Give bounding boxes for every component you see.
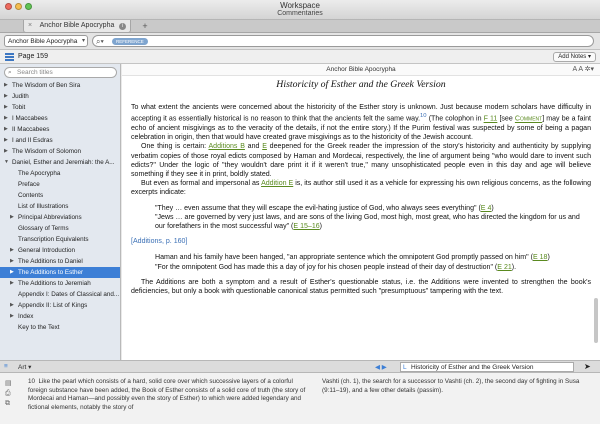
page-bar: [0, 50, 600, 64]
text: "For the omnipotent God has made this a day of joy for his chosen people instead of their day of destruction" (: [155, 263, 498, 271]
text: (The colophon in: [426, 115, 484, 123]
search-titles-input[interactable]: [4, 67, 117, 78]
sidebar-item[interactable]: [0, 146, 120, 157]
scrollbar-thumb[interactable]: [594, 298, 598, 343]
disclosure-open-icon[interactable]: ▼: [4, 159, 9, 165]
text: "Jews … are governed by very just laws, and are sons of the living God, most high, most great, who has directed the kingdom for us and our forefathers in the most successful way" (: [155, 213, 580, 230]
sidebar-item[interactable]: [0, 80, 120, 91]
text: ] may be a faint echo of ancient misgivings as to the veracity of the details, if not the entire story.) If the Purim festival was suspected by some of being a pagan celebration in origin, then that would have created grave misgivings as to the historicity of the Jewish account.: [131, 115, 591, 142]
list-view-icon[interactable]: [5, 53, 14, 61]
reference-link[interactable]: E: [262, 143, 267, 151]
comment-link[interactable]: Comment: [514, 115, 543, 123]
sidebar-item-label: Index: [18, 313, 34, 320]
reference-link[interactable]: F 11: [483, 115, 498, 123]
footnote-panel: [0, 373, 600, 424]
sidebar-item[interactable]: [0, 223, 120, 234]
reference-link[interactable]: E 4: [480, 204, 492, 212]
sidebar-item-label: I Maccabees: [12, 115, 48, 122]
sidebar-item-label: Contents: [18, 192, 44, 199]
footnote-text-column-2: Vashti (ch. 1), the search for a successor to Vashti (ch. 2), the second day of fighting in Susa (9:11–19), and a few other details (passim).: [322, 378, 580, 394]
format-icon[interactable]: ≡: [4, 363, 8, 370]
disclosure-icon[interactable]: ▶: [4, 137, 8, 143]
sidebar-item[interactable]: [0, 102, 120, 113]
scrollbar[interactable]: [594, 78, 599, 360]
sidebar-item[interactable]: [0, 289, 120, 300]
article-pane: [122, 64, 600, 360]
text: "They … even assume that they will escape the evil-hating justice of God, who always sees everything" (: [155, 204, 481, 212]
footnote-text-column-1: [28, 378, 312, 412]
sidebar-item-label: The Additions to Daniel: [18, 258, 83, 265]
resource-select[interactable]: [4, 35, 88, 47]
sidebar-item-label: Daniel, Esther and Jeremiah: the A...: [12, 159, 115, 166]
sidebar-item[interactable]: [0, 124, 120, 135]
text: is, its author still used it as a vehicle for expressing his own religious concerns, as the following excerpts indicate:: [131, 180, 591, 197]
disclosure-icon[interactable]: ▶: [10, 214, 14, 220]
sidebar-item[interactable]: [0, 201, 120, 212]
panel-splitter-bar: [0, 360, 600, 373]
toc-list: [0, 80, 120, 333]
history-nav[interactable]: ◀ ▶: [375, 364, 387, 371]
print-icon[interactable]: ⎙: [5, 390, 11, 397]
sidebar-item-label: The Additions to Esther: [18, 269, 84, 276]
reference-input[interactable]: [92, 35, 594, 47]
sidebar-item-label: Preface: [18, 181, 40, 188]
page-reference: [Additions, p. 160]: [131, 238, 188, 246]
pointer-icon: ➤: [584, 362, 591, 371]
reference-link[interactable]: E 18: [532, 254, 548, 262]
paragraph: [131, 142, 591, 179]
quote: [155, 204, 583, 213]
location-breadcrumb[interactable]: [400, 362, 574, 372]
sidebar-item[interactable]: [0, 190, 120, 201]
text: and: [244, 143, 263, 151]
title-bar: [0, 0, 600, 20]
footnote-text: Like the pearl which consists of a hard, solid core over which successive layers of a colorful foreign substance have been added, the Book of Esther consists of a solid core of truth (the story of Mordecai and Haman—and possibly even the story of Esther) to which were added legendary and fictional elements, notably the story of: [28, 378, 306, 411]
disclosure-icon[interactable]: ▶: [10, 280, 14, 286]
paragraph: [131, 179, 591, 197]
tab-info-icon[interactable]: i: [119, 23, 126, 30]
sidebar-item-label: Judith: [12, 93, 29, 100]
window-subtitle: Commentaries: [277, 10, 323, 17]
font-size-tools[interactable]: A A ✲▾: [572, 66, 594, 73]
quote: [155, 263, 583, 272]
text: But even as formal and impersonal as: [141, 180, 262, 188]
sidebar-item[interactable]: [0, 256, 120, 267]
reference-link[interactable]: Additions B: [208, 143, 245, 151]
text: deepened for the Greek reader the impression of the story's historicity and authenticity by supplying verbatim copies of those royal edicts composed by Haman and Mordecai, respectively, the line of argument being "who would dare to invent such edicts?" Under the logic of "they wouldn't dare print it if it weren't true," many unsophisticated people even in this day and age will believe something if they see it in print, boldly stated.: [131, 143, 591, 178]
sidebar-item[interactable]: [0, 212, 120, 223]
tab-anchor-bible-apocrypha[interactable]: [23, 20, 131, 33]
quote-block: [155, 253, 583, 271]
sidebar-item[interactable]: [0, 157, 120, 168]
text: One thing is certain:: [141, 143, 209, 151]
text: ).: [511, 263, 517, 271]
sidebar-item[interactable]: [0, 113, 120, 124]
art-popup[interactable]: Art ▾: [18, 364, 32, 371]
paragraph: The Additions are both a symptom and a result of Esther's questionable status, i.e. the Additions were invented to strengthen the book's deficiencies, but only a book with questionable canonical status permitted such "presumptuous" tampering with the text.: [131, 278, 591, 295]
disclosure-icon[interactable]: ▶: [10, 258, 14, 264]
sidebar-item-label: II Maccabees: [12, 126, 50, 133]
window-title: Workspace: [280, 1, 320, 10]
sidebar-item-label: General Introduction: [18, 247, 76, 254]
disclosure-icon[interactable]: ▶: [10, 313, 14, 319]
disclosure-icon[interactable]: ▶: [4, 126, 8, 132]
sidebar-item-label: Principal Abbreviations: [18, 214, 82, 221]
sidebar-item-label: List of Illustrations: [18, 203, 69, 210]
search-titles-placeholder: Search titles: [17, 69, 53, 76]
disclosure-icon[interactable]: ▶: [4, 115, 8, 121]
article-heading: Historicity of Esther and the Greek Version: [276, 79, 446, 90]
sidebar-item[interactable]: [0, 278, 120, 289]
search-icon: ⌕▾: [96, 37, 104, 46]
sidebar-item[interactable]: [0, 234, 120, 245]
disclosure-icon[interactable]: ▶: [10, 302, 14, 308]
text: [see: [497, 115, 515, 123]
sidebar-item-label: Appendix II: List of Kings: [18, 302, 88, 309]
text: ): [547, 254, 550, 262]
reference-link[interactable]: E 15–16: [293, 222, 320, 230]
sidebar-item[interactable]: [0, 267, 120, 278]
copy-icon[interactable]: ⧉: [5, 400, 10, 407]
sidebar-item[interactable]: [0, 135, 120, 146]
sidebar-item-label: Transcription Equivalents: [18, 236, 89, 243]
location-icon: L: [403, 364, 407, 371]
quote: [155, 253, 583, 262]
sidebar-item-label: The Additions to Jeremiah: [18, 280, 91, 287]
add-notes-label: Add Notes: [558, 54, 587, 60]
close-tab-icon[interactable]: ×: [28, 22, 33, 29]
disclosure-icon[interactable]: ▶: [4, 82, 8, 88]
sidebar-item[interactable]: [0, 245, 120, 256]
text: ): [319, 222, 323, 230]
sidebar-item-label: Appendix I: Dates of Classical and...: [18, 291, 120, 298]
disclosure-icon[interactable]: ▶: [10, 269, 14, 275]
paragraph: [131, 103, 591, 142]
sidebar-item-label: The Apocrypha: [18, 170, 61, 177]
toc-sidebar: [0, 64, 121, 360]
disclosure-icon[interactable]: ▶: [10, 247, 14, 253]
art-label: Art: [18, 364, 27, 371]
text: To what extent the ancients were concerned about the historicity of the Esther story is unknown. Just because modern scholars have difficulty in accepting it as essentially historical is no reason to think that the ancients felt the same way.: [131, 104, 591, 123]
text: ): [491, 204, 494, 212]
text: Haman and his family have been hanged, "an appropriate sentence which the omnipotent God promptly passed on him" (: [155, 254, 533, 262]
sidebar-item-label: Glossary of Terms: [18, 225, 69, 232]
chevron-down-icon: ▾: [81, 38, 85, 44]
disclosure-icon[interactable]: ▶: [4, 148, 8, 154]
reference-link[interactable]: Addition E: [261, 180, 294, 188]
sidebar-item-label: Tobit: [12, 104, 26, 111]
disclosure-icon[interactable]: ▶: [4, 93, 8, 99]
sidebar-item-label: I and II Esdras: [12, 137, 53, 144]
sidebar-item-label: The Wisdom of Ben Sira: [12, 82, 81, 89]
footnote-number: 10: [28, 378, 36, 385]
sidebar-item[interactable]: [0, 179, 120, 190]
sidebar-item[interactable]: [0, 168, 120, 179]
add-tab-button[interactable]: +: [142, 21, 148, 31]
search-icon: ⌕: [8, 69, 12, 76]
breadcrumb-label: Historicity of Esther and the Greek Version: [411, 364, 534, 371]
toolbar: [0, 33, 600, 50]
add-notes-button[interactable]: Add Notes ▾: [553, 52, 596, 62]
disclosure-icon[interactable]: ▶: [4, 104, 8, 110]
sidebar-item-label: Key to the Text: [18, 324, 60, 331]
resource-title: Anchor Bible Apocrypha: [326, 66, 396, 73]
footnote-link[interactable]: 10: [420, 113, 427, 120]
sidebar-item[interactable]: [0, 311, 120, 322]
note-tools: [5, 379, 15, 409]
page-number: Page 159: [18, 53, 48, 60]
sidebar-item[interactable]: [0, 300, 120, 311]
sidebar-item-label: The Wisdom of Solomon: [12, 148, 81, 155]
quote-block: [155, 204, 583, 232]
reference-type-pill[interactable]: REFERENCE: [112, 38, 148, 45]
notes-icon[interactable]: ▤: [5, 380, 12, 387]
tab-label: Anchor Bible Apocrypha: [39, 22, 115, 29]
reference-link[interactable]: E 21: [497, 263, 512, 271]
article-header: [122, 64, 600, 76]
sidebar-item[interactable]: [0, 91, 120, 102]
quote: [155, 213, 583, 231]
sidebar-item[interactable]: [0, 322, 120, 333]
article-body: [131, 78, 591, 296]
tab-bar: [0, 20, 600, 33]
resource-select-value: Anchor Bible Apocrypha: [8, 38, 78, 45]
